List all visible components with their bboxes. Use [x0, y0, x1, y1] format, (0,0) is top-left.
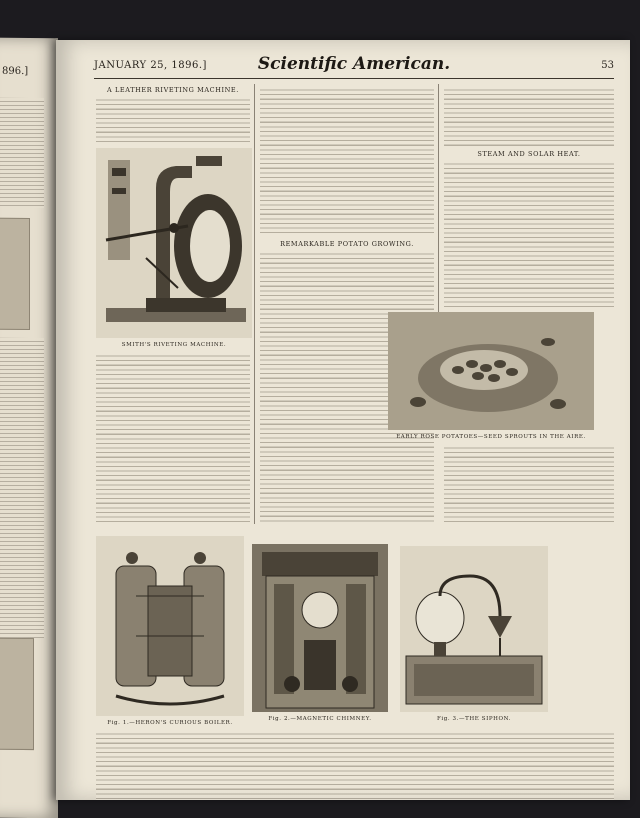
article-text	[444, 444, 614, 524]
heron-boiler-illustration	[96, 536, 244, 716]
masthead-title: Scientific American.	[257, 54, 451, 74]
article-heading-steam: STEAM AND SOLAR HEAT.	[477, 150, 581, 158]
page-number: 53	[601, 60, 614, 71]
previous-page-text	[0, 338, 44, 638]
heron-boiler-drawing	[96, 536, 244, 716]
potatoes-drawing	[388, 312, 594, 430]
previous-page	[0, 38, 58, 818]
article-text	[96, 352, 250, 524]
page-header	[94, 52, 614, 79]
siphon-drawing	[400, 546, 548, 712]
previous-page-figure	[0, 638, 34, 750]
article-text	[444, 86, 614, 146]
issue-date: JANUARY 25, 1896.]	[94, 60, 207, 71]
siphon-illustration	[400, 546, 548, 712]
article-heading-riveting: A LEATHER RIVETING MACHINE.	[107, 86, 239, 94]
article-text	[96, 730, 614, 800]
previous-page-date: 896.]	[2, 65, 29, 78]
article-text	[260, 86, 434, 236]
previous-page-text	[0, 98, 44, 208]
magnetic-chimney-illustration	[252, 544, 388, 712]
riveting-machine-drawing	[96, 148, 252, 338]
fig2-caption: Fig. 2.—MAGNETIC CHIMNEY.	[268, 716, 372, 722]
magnetic-chimney-drawing	[252, 544, 388, 712]
article-text	[444, 160, 614, 310]
newspaper-page	[56, 40, 630, 800]
article-text	[96, 96, 250, 142]
riveting-machine-caption: SMITH'S RIVETING MACHINE.	[121, 342, 227, 348]
article-heading-potato: REMARKABLE POTATO GROWING.	[280, 240, 414, 248]
previous-page-figure	[0, 218, 30, 330]
column-rule	[438, 84, 439, 344]
fig3-caption: Fig. 3.—THE SIPHON.	[436, 716, 512, 722]
potatoes-illustration	[388, 312, 594, 430]
potatoes-caption: EARLY ROSE POTATOES—SEED SPROUTS IN THE AIRE.	[396, 434, 586, 440]
fig1-caption: Fig. 1.—HERON'S CURIOUS BOILER.	[107, 720, 233, 726]
riveting-machine-illustration	[96, 148, 252, 338]
column-rule	[254, 84, 255, 524]
